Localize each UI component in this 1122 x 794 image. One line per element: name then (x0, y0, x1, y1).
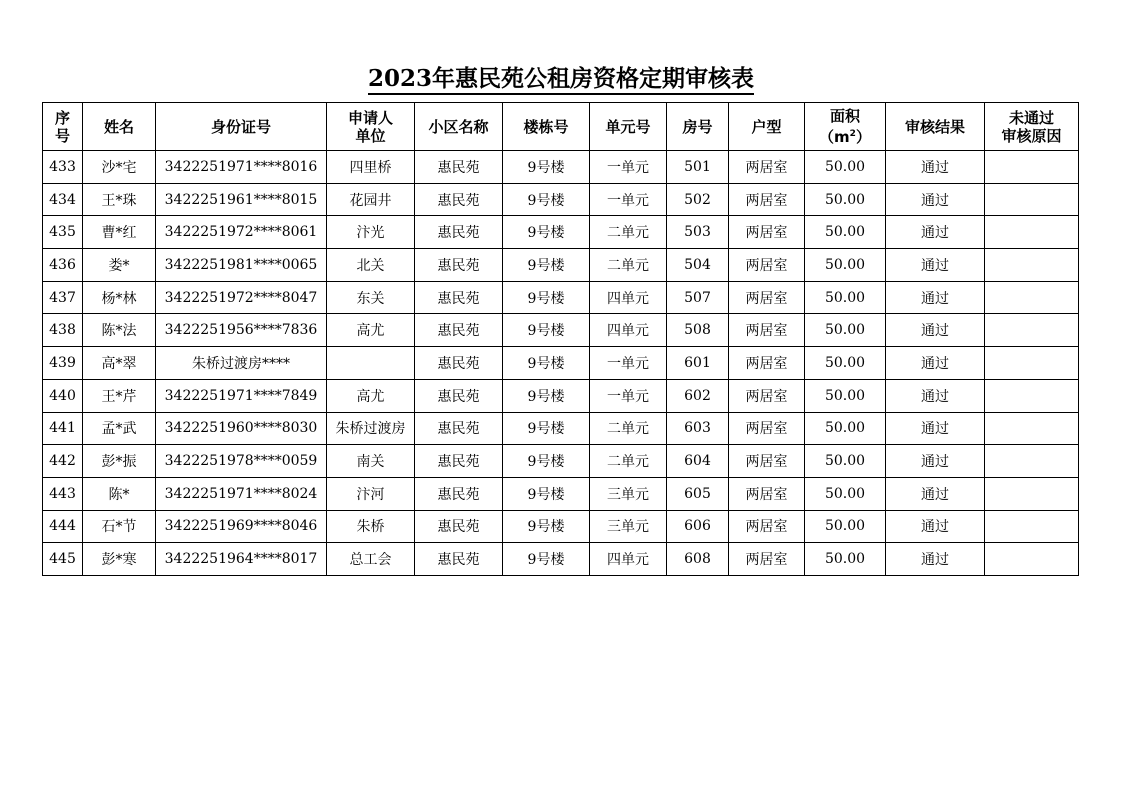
cell-result: 通过 (886, 477, 985, 510)
cell-id-number: 3422251961****8015 (156, 183, 327, 216)
cell-seq: 440 (43, 379, 83, 412)
cell-seq: 438 (43, 314, 83, 347)
col-header-name: 姓名 (83, 103, 156, 151)
cell-id-number: 3422251969****8046 (156, 510, 327, 543)
cell-name: 杨*林 (83, 281, 156, 314)
cell-room: 606 (667, 510, 729, 543)
cell-room: 508 (667, 314, 729, 347)
cell-community: 惠民苑 (415, 249, 503, 282)
col-header-area-line2 (805, 125, 885, 146)
cell-unit: 四里桥 (327, 151, 415, 184)
cell-entrance: 四单元 (590, 543, 667, 576)
col-header-area-line1: 面积 (829, 107, 860, 125)
table-row (43, 183, 1079, 216)
cell-community: 惠民苑 (415, 445, 503, 478)
cell-area: 50.00 (805, 477, 886, 510)
cell-seq: 435 (43, 216, 83, 249)
cell-name: 彭*振 (83, 445, 156, 478)
cell-community: 惠民苑 (415, 216, 503, 249)
cell-area: 50.00 (805, 412, 886, 445)
cell-layout: 两居室 (729, 347, 805, 380)
table-row (43, 314, 1079, 347)
review-table (42, 102, 1079, 576)
cell-result: 通过 (886, 216, 985, 249)
cell-reason (985, 151, 1079, 184)
cell-room: 504 (667, 249, 729, 282)
cell-community: 惠民苑 (415, 477, 503, 510)
cell-seq: 437 (43, 281, 83, 314)
cell-unit: 花园井 (327, 183, 415, 216)
table-body (43, 151, 1079, 576)
cell-reason (985, 216, 1079, 249)
cell-community: 惠民苑 (415, 151, 503, 184)
cell-layout: 两居室 (729, 445, 805, 478)
page-title-text: 2023年惠民苑公租房资格定期审核表 (368, 65, 754, 95)
col-header-seq (43, 103, 83, 151)
table-row (43, 151, 1079, 184)
cell-reason (985, 183, 1079, 216)
cell-entrance: 一单元 (590, 347, 667, 380)
cell-building: 9号楼 (503, 249, 590, 282)
cell-entrance: 四单元 (590, 314, 667, 347)
header-row (43, 103, 1079, 151)
cell-layout: 两居室 (729, 477, 805, 510)
cell-building: 9号楼 (503, 543, 590, 576)
cell-entrance: 四单元 (590, 281, 667, 314)
table-row (43, 281, 1079, 314)
cell-community: 惠民苑 (415, 281, 503, 314)
col-header-unit (327, 103, 415, 151)
cell-name: 高*翠 (83, 347, 156, 380)
cell-building: 9号楼 (503, 510, 590, 543)
cell-room: 502 (667, 183, 729, 216)
cell-seq: 434 (43, 183, 83, 216)
cell-unit: 高尤 (327, 314, 415, 347)
cell-result: 通过 (886, 249, 985, 282)
cell-layout: 两居室 (729, 183, 805, 216)
table-row (43, 347, 1079, 380)
table-row (43, 543, 1079, 576)
cell-area: 50.00 (805, 183, 886, 216)
cell-unit: 汴河 (327, 477, 415, 510)
cell-room: 604 (667, 445, 729, 478)
cell-layout: 两居室 (729, 151, 805, 184)
cell-result: 通过 (886, 281, 985, 314)
cell-room: 603 (667, 412, 729, 445)
cell-entrance: 二单元 (590, 249, 667, 282)
cell-room: 601 (667, 347, 729, 380)
cell-reason (985, 445, 1079, 478)
table-row (43, 216, 1079, 249)
cell-building: 9号楼 (503, 445, 590, 478)
col-header-room: 房号 (667, 103, 729, 151)
table-row (43, 249, 1079, 282)
table-row (43, 445, 1079, 478)
cell-building: 9号楼 (503, 379, 590, 412)
cell-name: 王*芹 (83, 379, 156, 412)
cell-reason (985, 281, 1079, 314)
cell-id-number: 3422251960****8030 (156, 412, 327, 445)
cell-building: 9号楼 (503, 151, 590, 184)
cell-id-number: 3422251956****7836 (156, 314, 327, 347)
cell-community: 惠民苑 (415, 314, 503, 347)
cell-name: 陈* (83, 477, 156, 510)
cell-name: 陈*法 (83, 314, 156, 347)
cell-layout: 两居室 (729, 510, 805, 543)
cell-area: 50.00 (805, 379, 886, 412)
cell-entrance: 三单元 (590, 477, 667, 510)
col-header-reason (985, 103, 1079, 151)
cell-reason (985, 412, 1079, 445)
cell-area: 50.00 (805, 543, 886, 576)
cell-unit: 汴光 (327, 216, 415, 249)
table-row (43, 379, 1079, 412)
cell-area: 50.00 (805, 314, 886, 347)
cell-area: 50.00 (805, 151, 886, 184)
cell-community: 惠民苑 (415, 347, 503, 380)
cell-name: 彭*寒 (83, 543, 156, 576)
cell-room: 602 (667, 379, 729, 412)
cell-seq: 445 (43, 543, 83, 576)
col-header-entrance: 单元号 (590, 103, 667, 151)
cell-name: 孟*武 (83, 412, 156, 445)
cell-community: 惠民苑 (415, 412, 503, 445)
cell-name: 娄* (83, 249, 156, 282)
table-row (43, 477, 1079, 510)
cell-entrance: 一单元 (590, 151, 667, 184)
cell-result: 通过 (886, 510, 985, 543)
cell-id-number: 3422251981****0065 (156, 249, 327, 282)
col-header-unit-line1: 申请人 (347, 108, 393, 127)
cell-result: 通过 (886, 347, 985, 380)
cell-id-number: 3422251971****8024 (156, 477, 327, 510)
cell-building: 9号楼 (503, 347, 590, 380)
cell-layout: 两居室 (729, 314, 805, 347)
cell-result: 通过 (886, 543, 985, 576)
cell-community: 惠民苑 (415, 183, 503, 216)
cell-entrance: 二单元 (590, 412, 667, 445)
cell-building: 9号楼 (503, 412, 590, 445)
col-header-reason-line2: 审核原因 (1001, 126, 1062, 145)
cell-entrance: 一单元 (590, 183, 667, 216)
area-unit-open: （m (819, 128, 850, 146)
cell-result: 通过 (886, 379, 985, 412)
cell-unit: 北关 (327, 249, 415, 282)
cell-reason (985, 510, 1079, 543)
cell-result: 通过 (886, 445, 985, 478)
col-header-area (805, 103, 886, 151)
cell-unit: 朱桥过渡房 (327, 412, 415, 445)
cell-id-number: 3422251971****8016 (156, 151, 327, 184)
cell-id-number: 3422251978****0059 (156, 445, 327, 478)
cell-name: 石*节 (83, 510, 156, 543)
cell-room: 605 (667, 477, 729, 510)
cell-seq: 444 (43, 510, 83, 543)
cell-area: 50.00 (805, 281, 886, 314)
cell-seq: 436 (43, 249, 83, 282)
cell-reason (985, 249, 1079, 282)
cell-building: 9号楼 (503, 477, 590, 510)
cell-area: 50.00 (805, 216, 886, 249)
cell-building: 9号楼 (503, 216, 590, 249)
cell-reason (985, 477, 1079, 510)
cell-area: 50.00 (805, 445, 886, 478)
cell-seq: 439 (43, 347, 83, 380)
col-header-layout: 户型 (729, 103, 805, 151)
col-header-building: 楼栋号 (503, 103, 590, 151)
cell-result: 通过 (886, 412, 985, 445)
cell-seq: 433 (43, 151, 83, 184)
col-header-community: 小区名称 (415, 103, 503, 151)
col-header-id-number: 身份证号 (156, 103, 327, 151)
table-row (43, 412, 1079, 445)
cell-seq: 443 (43, 477, 83, 510)
cell-id-number: 3422251971****7849 (156, 379, 327, 412)
cell-area: 50.00 (805, 249, 886, 282)
cell-name: 曹*红 (83, 216, 156, 249)
cell-unit: 南关 (327, 445, 415, 478)
cell-id-number: 3422251972****8061 (156, 216, 327, 249)
col-header-unit-line2: 单位 (355, 126, 386, 145)
cell-id-number: 3422251972****8047 (156, 281, 327, 314)
cell-unit: 高尤 (327, 379, 415, 412)
cell-reason (985, 543, 1079, 576)
cell-layout: 两居室 (729, 412, 805, 445)
cell-building: 9号楼 (503, 183, 590, 216)
cell-layout: 两居室 (729, 216, 805, 249)
cell-name: 王*珠 (83, 183, 156, 216)
cell-entrance: 二单元 (590, 216, 667, 249)
cell-entrance: 一单元 (590, 379, 667, 412)
cell-community: 惠民苑 (415, 510, 503, 543)
cell-reason (985, 314, 1079, 347)
cell-room: 501 (667, 151, 729, 184)
cell-unit: 东关 (327, 281, 415, 314)
cell-reason (985, 379, 1079, 412)
cell-layout: 两居室 (729, 379, 805, 412)
cell-unit: 朱桥 (327, 510, 415, 543)
cell-room: 507 (667, 281, 729, 314)
cell-entrance: 二单元 (590, 445, 667, 478)
cell-building: 9号楼 (503, 314, 590, 347)
cell-building: 9号楼 (503, 281, 590, 314)
col-header-seq-line1: 序 (54, 108, 70, 127)
cell-id-number: 朱桥过渡房**** (156, 347, 327, 380)
area-unit-superscript: 2 (849, 129, 856, 139)
table-row (43, 510, 1079, 543)
cell-layout: 两居室 (729, 543, 805, 576)
cell-area: 50.00 (805, 347, 886, 380)
cell-layout: 两居室 (729, 249, 805, 282)
cell-entrance: 三单元 (590, 510, 667, 543)
cell-result: 通过 (886, 151, 985, 184)
cell-id-number: 3422251964****8017 (156, 543, 327, 576)
cell-reason (985, 347, 1079, 380)
col-header-reason-line1: 未通过 (1008, 108, 1054, 127)
cell-unit (327, 347, 415, 380)
cell-area: 50.00 (805, 510, 886, 543)
cell-room: 608 (667, 543, 729, 576)
cell-community: 惠民苑 (415, 379, 503, 412)
cell-seq: 442 (43, 445, 83, 478)
cell-result: 通过 (886, 314, 985, 347)
cell-name: 沙*宅 (83, 151, 156, 184)
cell-layout: 两居室 (729, 281, 805, 314)
cell-room: 503 (667, 216, 729, 249)
area-unit-close: ） (855, 128, 871, 146)
cell-result: 通过 (886, 183, 985, 216)
cell-community: 惠民苑 (415, 543, 503, 576)
col-header-seq-line2: 号 (54, 126, 70, 145)
page-title (0, 60, 1122, 93)
cell-seq: 441 (43, 412, 83, 445)
cell-unit: 总工会 (327, 543, 415, 576)
col-header-result: 审核结果 (886, 103, 985, 151)
